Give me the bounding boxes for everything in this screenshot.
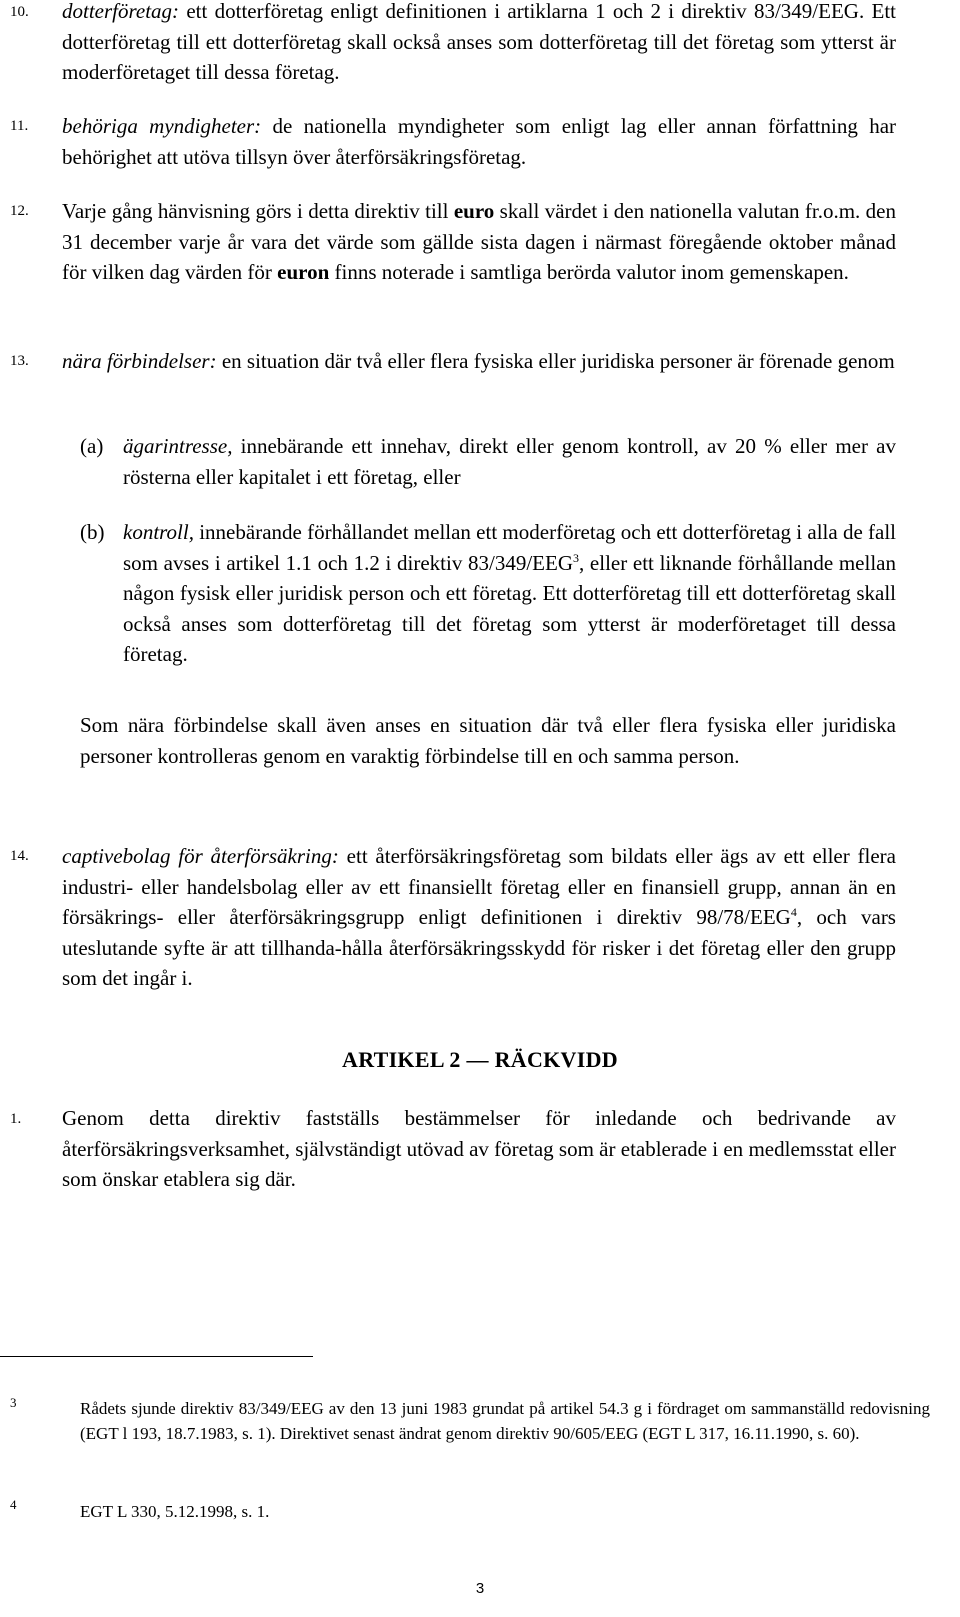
article-heading: ARTIKEL 2 — RÄCKVIDD bbox=[342, 1047, 618, 1072]
item-13-closing: Som nära förbindelse skall även anses en situation där två eller flera fysiska eller juridiska personer kontrolleras genom en varaktig förbindelse till en och samma person. bbox=[80, 713, 896, 768]
page-number: 3 bbox=[475, 1580, 485, 1597]
item-number: 14. bbox=[10, 848, 29, 864]
sub-label-b: (b) bbox=[80, 520, 105, 544]
item-text: dotterföretag: ett dotterföretag enligt definitionen i artiklarna 1 och 2 i direktiv 83/349/EEG. Ett dotterföretag till ett dotterföretag skall också anses som dotterföretag till det företag som ytterst är moderföretaget till dessa företag. bbox=[62, 0, 896, 84]
footnote-divider bbox=[0, 1356, 313, 1357]
item-text: Varje gång hänvisning görs i detta direktiv till euro skall värdet i den nationella valutan fr.o.m. den 31 december varje år vara det värde som gällde sista dagen i närmast föregående oktober månad för vilken dag värden för euron finns noterade i samtliga berörda valutor inom gemenskapen. bbox=[62, 199, 896, 284]
item-number: 10. bbox=[10, 4, 29, 20]
item-text: captivebolag för återförsäkring: ett återförsäkringsföretag som bildats eller ägs av ett eller flera industri- eller handelsbolag eller av ett finansiellt företag eller en finansiell grupp, annan än en försäkrings- eller återförsäkringsgrupp enligt definitionen i direktiv 98/78/EEG$^4$, och vars uteslutande syfte är att tillhanda-hålla återförsäkringsskydd för risker i det företag eller den grupp som det ingår i. bbox=[62, 844, 896, 990]
footnote-number: 4 bbox=[10, 1497, 17, 1512]
footnote-text: EGT L 330, 5.12.1998, s. 1. bbox=[80, 1502, 270, 1521]
item-number: 12. bbox=[10, 203, 29, 219]
paragraph-number: 1. bbox=[10, 1111, 22, 1127]
sub-item-b-text: kontroll, innebärande förhållandet mellan ett moderföretag och ett dotterföretag i alla de fall som avses i artikel 1.1 och 1.2 i direktiv 83/349/EEG$^3$, eller ett liknande förhållande mellan någon fysisk eller juridisk person och ett företag. Ett dotterföretag till ett dotterföretag skall också anses som dotterföretag till det företag som ytterst är moderföretaget till dessa företag. bbox=[123, 520, 896, 666]
paragraph-text: Genom detta direktiv fastställs bestämmelser för inledande och bedrivande av återförsäkringsverksamhet, självständigt utövad av företag som är etablerade i en medlemsstat eller som önskar etablera sig där. bbox=[62, 1106, 896, 1191]
item-number: 13. bbox=[10, 353, 29, 369]
item-text: behöriga myndigheter: de nationella myndigheter som enligt lag eller annan författning har behörighet att utöva tillsyn över återförsäkringsföretag. bbox=[62, 114, 897, 169]
item-number: 11. bbox=[10, 118, 29, 134]
footnote-ref-3[interactable]: 3 bbox=[573, 550, 579, 565]
footnote-number: 3 bbox=[10, 1395, 17, 1410]
item-text: nära förbindelser: en situation där två eller flera fysiska eller juridiska personer är förenade genom bbox=[62, 349, 895, 373]
sub-item-a-text: ägarintresse, innebärande ett innehav, direkt eller genom kontroll, av 20 % eller mer av rösterna eller kapitalet i ett företag, eller bbox=[123, 434, 896, 489]
footnote-ref-4[interactable]: 4 bbox=[790, 905, 797, 919]
sub-label-a: (a) bbox=[80, 434, 104, 458]
footnote-text: Rådets sjunde direktiv 83/349/EEG av den 13 juni 1983 grundat på artikel 54.3 g i fördraget om sammanställd redovisning (EGT l 193, 18.7.1983, s. 1). Direktivet senast ändrat genom direktiv 90/605/EEG (EGT L 317, 16.11.1990, s. 60). bbox=[80, 1399, 930, 1443]
